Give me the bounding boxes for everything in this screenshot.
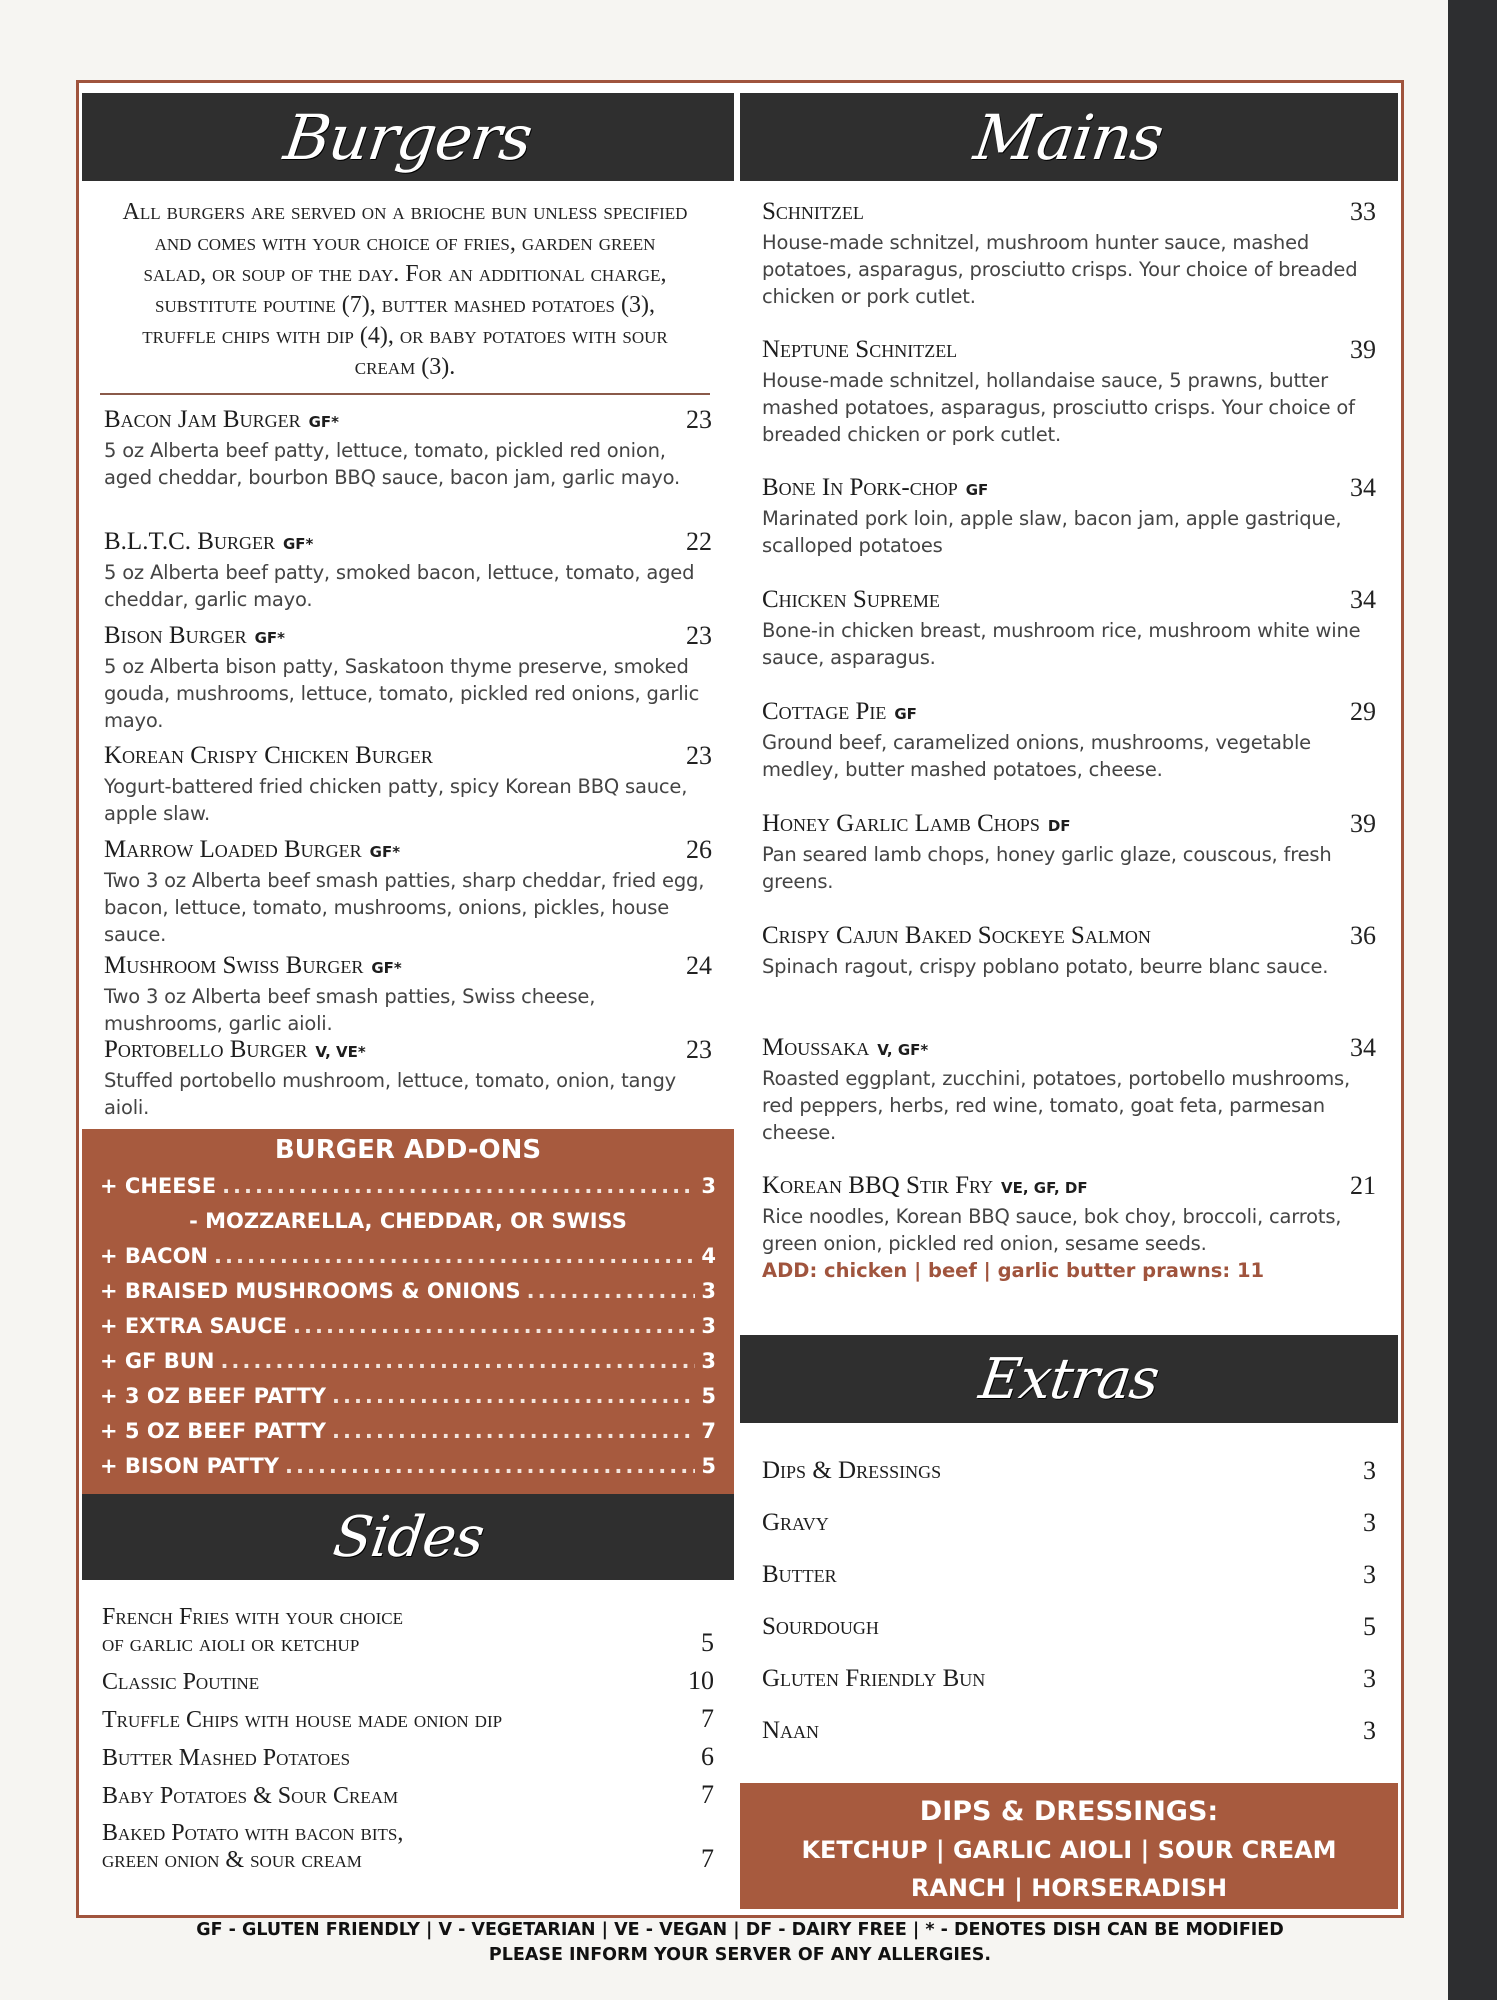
menu-item (82, 835, 734, 951)
dips-dressings-box (740, 1783, 1398, 1909)
item-price: 34 (1350, 585, 1376, 614)
menu-item (740, 585, 1398, 697)
addon-price: 3 (701, 1174, 716, 1198)
addon-price: 3 (701, 1279, 716, 1303)
addons-title: BURGER ADD-ONS (274, 1135, 542, 1165)
burger-addons (82, 1129, 734, 1494)
item-description: Spinach ragout, crispy poblano potato, beurre blanc sauce. (762, 955, 1329, 978)
diet-tag: GF* (308, 413, 339, 431)
item-description: Two 3 oz Alberta beef smash patties, sharp cheddar, fried egg, bacon, lettuce, tomato, mushrooms, onions, pickles, house sauce. (104, 869, 705, 946)
extra-row (740, 1549, 1398, 1601)
extra-row (740, 1601, 1398, 1653)
side-row (82, 1598, 734, 1658)
addon-row (100, 1344, 716, 1379)
item-price: 23 (686, 405, 712, 434)
addon-price: 4 (701, 1244, 716, 1268)
diet-tag: GF (894, 705, 917, 723)
item-description: Yogurt-battered fried chicken patty, spicy Korean BBQ sauce, apple slaw. (104, 775, 688, 825)
side-name-line2: green onion & sour cream (102, 1847, 362, 1873)
addon-row (100, 1274, 716, 1309)
item-description: Pan seared lamb chops, honey garlic glaze, couscous, fresh greens. (762, 843, 1332, 893)
side-row (82, 1658, 734, 1696)
side-name: Baby Potatoes & Sour Cream (102, 1783, 399, 1809)
addon-label: + BACON (100, 1244, 209, 1268)
item-description: House-made schnitzel, hollandaise sauce, 5 prawns, butter mashed potatoes, asparagus, prosciutto crisps. Your choice of breaded chicken or pork cutlet. (762, 369, 1355, 446)
addon-price: 3 (701, 1314, 716, 1338)
item-name: Chicken Supreme (762, 586, 940, 613)
item-description: Ground beef, caramelized onions, mushrooms, vegetable medley, butter mashed potatoes, cheese. (762, 731, 1311, 781)
item-name: Marrow Loaded Burger (104, 836, 362, 863)
item-name: Honey Garlic Lamb Chops (762, 810, 1040, 837)
item-name: Korean BBQ Stir Fry (762, 1172, 994, 1199)
addon-label: + BISON PATTY (100, 1454, 280, 1478)
item-description: Stuffed portobello mushroom, lettuce, tomato, onion, tangy aioli. (104, 1069, 676, 1119)
menu-item (82, 1035, 734, 1129)
side-price: 6 (701, 1742, 714, 1771)
menu-item (740, 1033, 1398, 1171)
extra-price: 3 (1363, 1664, 1376, 1693)
item-name: Mushroom Swiss Burger (104, 952, 364, 979)
side-row (82, 1772, 734, 1810)
item-price: 23 (686, 741, 712, 770)
addon-cheese-options: - MOZZARELLA, CHEDDAR, OR SWISS (189, 1209, 627, 1233)
item-price: 22 (686, 527, 712, 556)
item-price: 29 (1350, 697, 1376, 726)
addon-price: 5 (701, 1454, 716, 1478)
item-price: 26 (686, 835, 712, 864)
addon-row (100, 1169, 716, 1204)
item-name: Portobello Burger (104, 1036, 308, 1063)
menu-item (740, 809, 1398, 921)
item-name: Neptune Schnitzel (762, 336, 958, 363)
diet-tag: VE, GF, DF (1001, 1179, 1088, 1197)
extra-row (740, 1653, 1398, 1705)
extra-row (740, 1497, 1398, 1549)
right-column (740, 93, 1398, 1909)
side-name: Truffle Chips with house made onion dip (102, 1707, 503, 1733)
diet-tag: DF (1047, 817, 1071, 835)
side-price: 7 (701, 1780, 714, 1809)
item-price: 39 (1350, 809, 1376, 838)
item-price: 23 (686, 621, 712, 650)
diet-tag: GF* (369, 843, 401, 861)
extra-name: Naan (762, 1717, 820, 1744)
side-price: 7 (701, 1844, 714, 1873)
item-price: 36 (1350, 921, 1376, 950)
side-price: 7 (701, 1704, 714, 1733)
sides-title: Sides (328, 1504, 488, 1570)
item-price: 33 (1350, 197, 1376, 226)
item-name: Schnitzel (762, 198, 864, 225)
diet-tag: V, GF* (877, 1041, 929, 1059)
side-price: 10 (688, 1666, 714, 1695)
left-column (82, 93, 734, 1874)
extras-header (740, 1335, 1398, 1423)
addon-price: 7 (701, 1419, 716, 1443)
item-name: Bison Burger (104, 622, 247, 649)
extra-name: Butter (762, 1561, 837, 1588)
item-price: 34 (1350, 473, 1376, 502)
menu-item (740, 473, 1398, 585)
item-price: 34 (1350, 1033, 1376, 1062)
side-name-line2: of garlic aioli or ketchup (102, 1631, 360, 1657)
dips-line-1: KETCHUP | GARLIC AIOLI | SOUR CREAM (801, 1836, 1337, 1864)
item-description: Bone-in chicken breast, mushroom rice, mushroom white wine sauce, asparagus. (762, 619, 1361, 669)
dips-line-2: RANCH | HORSERADISH (910, 1874, 1228, 1902)
addon-label: + GF BUN (100, 1349, 215, 1373)
addon-label: + EXTRA SAUCE (100, 1314, 288, 1338)
item-price: 24 (686, 951, 712, 980)
addon-row (100, 1379, 716, 1414)
extra-price: 5 (1363, 1612, 1376, 1641)
addon-price: 3 (701, 1349, 716, 1373)
burgers-title: Burgers (279, 100, 537, 174)
addon-label: + 5 OZ BEEF PATTY (100, 1419, 326, 1443)
menu-item (740, 921, 1398, 1033)
table-edge (1448, 0, 1497, 2000)
item-name: Korean Crispy Chicken Burger (104, 742, 433, 769)
item-description: 5 oz Alberta bison patty, Saskatoon thyme preserve, smoked gouda, mushrooms, lettuce, tomato, pickled red onions, garlic mayo. (104, 655, 700, 732)
side-row (82, 1734, 734, 1772)
side-name: Classic Poutine (102, 1669, 260, 1695)
extra-price: 3 (1363, 1508, 1376, 1537)
menu-item (82, 741, 734, 835)
extra-row (740, 1705, 1398, 1757)
menu-item (82, 527, 734, 621)
menu-item (740, 335, 1398, 473)
item-description: Two 3 oz Alberta beef smash patties, Swiss cheese, mushrooms, garlic aioli. (104, 985, 596, 1035)
burgers-header (82, 93, 734, 181)
side-price: 5 (701, 1628, 714, 1657)
diet-tag: GF* (371, 959, 402, 977)
item-description: Marinated pork loin, apple slaw, bacon jam, apple gastrique, scalloped potatoes (762, 507, 1342, 557)
menu-item (740, 697, 1398, 809)
legend-line-2: PLEASE INFORM YOUR SERVER OF ANY ALLERGIES. (488, 1945, 992, 1965)
extra-price: 3 (1363, 1560, 1376, 1589)
side-name: French Fries with your choice (102, 1604, 403, 1630)
extra-name: Dips & Dressings (762, 1457, 942, 1484)
addon-row (100, 1414, 716, 1449)
item-name: Moussaka (762, 1034, 870, 1061)
item-description: House-made schnitzel, mushroom hunter sauce, mashed potatoes, asparagus, prosciutto crisps. Your choice of breaded chicken or pork cutlet. (762, 231, 1358, 308)
item-description: Roasted eggplant, zucchini, potatoes, portobello mushrooms, red peppers, herbs, red wine, tomato, goat feta, parmesan cheese. (762, 1067, 1350, 1144)
extra-row (740, 1445, 1398, 1497)
item-name: Bacon Jam Burger (104, 406, 301, 433)
item-price: 39 (1350, 335, 1376, 364)
addon-label: + CHEESE (100, 1174, 217, 1198)
menu-item (740, 197, 1398, 335)
item-name: Crispy Cajun Baked Sockeye Salmon (762, 922, 1151, 949)
item-description: 5 oz Alberta beef patty, smoked bacon, lettuce, tomato, aged cheddar, garlic mayo. (104, 561, 695, 611)
extra-name: Sourdough (762, 1613, 879, 1640)
item-description: Rice noodles, Korean BBQ sauce, bok choy, broccoli, carrots, green onion, pickled red onion, sesame seeds. (762, 1205, 1342, 1255)
item-name: Cottage Pie (762, 698, 887, 725)
menu-item (82, 951, 734, 1035)
diet-tag: GF (965, 481, 989, 499)
item-name: B.L.T.C. Burger (104, 528, 275, 555)
mains-header (740, 93, 1398, 181)
menu-item (82, 621, 734, 741)
protein-add-line: ADD: chicken | beef | garlic butter prawns: 11 (762, 1259, 1265, 1282)
sides-header (82, 1494, 734, 1580)
extra-price: 3 (1363, 1456, 1376, 1485)
addon-label: + BRAISED MUSHROOMS & ONIONS (100, 1279, 521, 1303)
extras-title: Extras (975, 1346, 1163, 1412)
mains-title: Mains (970, 100, 1168, 174)
item-name: Bone In Pork-chop (762, 474, 958, 501)
extra-name: Gluten Friendly Bun (762, 1665, 986, 1692)
diet-tag: GF* (282, 535, 314, 553)
item-price: 23 (686, 1035, 712, 1064)
side-row (82, 1810, 734, 1874)
dips-title: DIPS & DRESSINGS: (919, 1796, 1219, 1827)
side-name: Baked Potato with bacon bits, (102, 1820, 404, 1846)
extra-price: 3 (1363, 1716, 1376, 1745)
item-description: 5 oz Alberta beef patty, lettuce, tomato, pickled red onion, aged cheddar, bourbon BBQ sauce, bacon jam, garlic mayo. (104, 439, 680, 489)
burgers-intro: All burgers are served on a brioche bun unless specified and comes with your choice of fries, garden green salad, or soup of the day. For an additional charge, substitute poutine (7), butter mashed potatoes (3), truffle chips with dip (4), or baby potatoes with sour cream (3). (100, 181, 710, 395)
addon-label: + 3 OZ BEEF PATTY (100, 1384, 326, 1408)
menu-item (740, 1171, 1398, 1335)
side-row (82, 1696, 734, 1734)
addon-row (100, 1309, 716, 1344)
addon-price: 5 (701, 1384, 716, 1408)
side-name: Butter Mashed Potatoes (102, 1745, 351, 1771)
extra-name: Gravy (762, 1509, 829, 1536)
diet-tag: GF* (254, 629, 286, 647)
diet-tag: V, VE* (315, 1043, 366, 1061)
item-price: 21 (1350, 1171, 1376, 1200)
addon-row (100, 1449, 716, 1484)
menu-item (82, 405, 734, 527)
allergen-legend (76, 1918, 1404, 1968)
legend-line-1: GF - GLUTEN FRIENDLY | V - VEGETARIAN | VE - VEGAN | DF - DAIRY FREE | * - DENOTES DISH CAN BE MODIFIED (196, 1920, 1284, 1940)
addon-row (100, 1239, 716, 1274)
